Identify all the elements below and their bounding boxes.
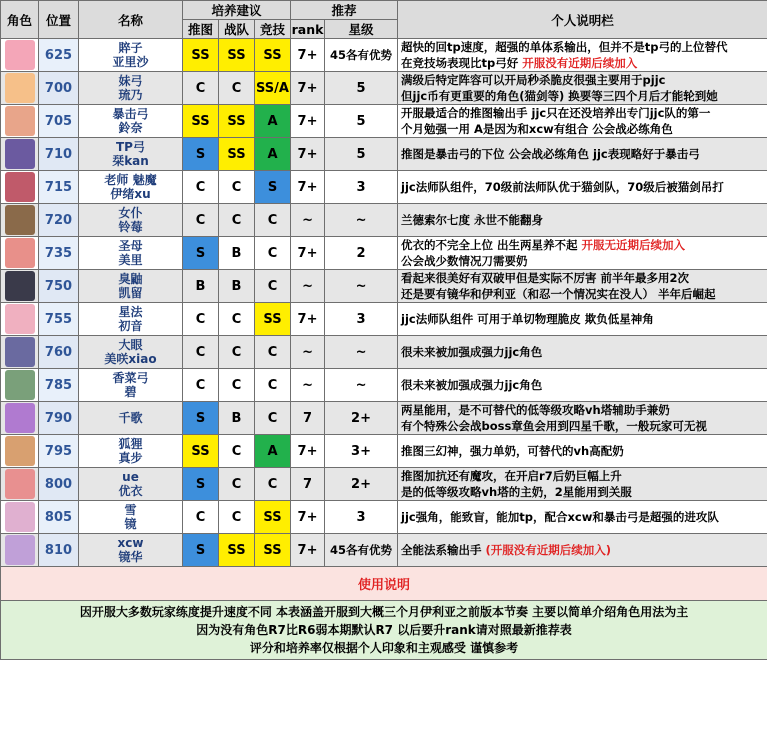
character-name: 栞kan (112, 154, 149, 168)
note-highlight: 开服无近期后续加入 (581, 238, 686, 252)
note-line-1: 优衣的不完全上位 出生两星养不起 (401, 238, 582, 252)
nickname: ue (122, 470, 139, 484)
position-cell: 715 (39, 171, 79, 204)
note-line-1: 满级后特定阵容可以开局秒杀脆皮很强主要用于pjjc (401, 73, 666, 87)
avatar (5, 502, 35, 532)
header-notes: 个人说明栏 (398, 1, 767, 39)
rank-cell: ~ (291, 204, 325, 237)
nickname: 星法 (118, 305, 143, 319)
header-role: 角色 (1, 1, 39, 39)
character-name: 美咲xiao (104, 352, 157, 366)
table-row (1, 204, 767, 237)
star-cell: ~ (325, 270, 398, 303)
header-arena: 竞技 (255, 20, 291, 39)
note-cell (398, 270, 767, 303)
arena-grade: A (255, 435, 291, 468)
clan-grade: C (219, 303, 255, 336)
note-line-2: 还是要有镜华和伊利亚（和忍一个情况实在没人） 半年后崛起 (401, 287, 716, 301)
header-rank: rank (291, 21, 324, 37)
character-name: 铃莓 (118, 220, 143, 234)
name-cell (79, 105, 183, 138)
avatar-cell (1, 105, 39, 138)
character-name: 琉乃 (118, 88, 143, 102)
star-cell: 5 (325, 138, 398, 171)
clan-grade: B (219, 402, 255, 435)
name-cell (79, 39, 183, 72)
note-cell (398, 39, 767, 72)
clan-grade: SS (219, 39, 255, 72)
table-row (1, 369, 767, 402)
push-grade: SS (183, 39, 219, 72)
push-grade: C (183, 501, 219, 534)
avatar-cell (1, 303, 39, 336)
table-row (1, 72, 767, 105)
position-cell: 625 (39, 39, 79, 72)
usage-notes (1, 601, 767, 660)
header-name: 名称 (79, 1, 183, 39)
position-cell: 750 (39, 270, 79, 303)
clan-grade: SS (219, 534, 255, 567)
table-row (1, 270, 767, 303)
nickname: 妹弓 (118, 74, 143, 88)
star-cell: 5 (325, 105, 398, 138)
position-cell: 705 (39, 105, 79, 138)
position-cell: 720 (39, 204, 79, 237)
note-cell (398, 336, 767, 369)
nickname: 臭鼬 (118, 272, 143, 286)
name-cell (79, 369, 183, 402)
nickname: 老师 魅魔 (104, 173, 157, 187)
avatar-cell (1, 501, 39, 534)
star-cell: 5 (325, 72, 398, 105)
table-row (1, 501, 767, 534)
character-name: 伊绪xu (110, 187, 151, 201)
avatar-cell (1, 534, 39, 567)
table-row (1, 336, 767, 369)
nickname: 千歌 (118, 411, 143, 425)
clan-grade: C (219, 369, 255, 402)
clan-grade: C (219, 501, 255, 534)
clan-grade: B (219, 237, 255, 270)
note-cell (398, 72, 767, 105)
nickname: TP弓 (116, 140, 145, 154)
avatar (5, 436, 35, 466)
push-grade: S (183, 237, 219, 270)
note-cell (398, 468, 767, 501)
usage-line-3: 评分和培养率仅根据个人印象和主观感受 谨慎参考 (249, 641, 519, 655)
push-grade: SS (183, 105, 219, 138)
clan-grade: SS (219, 105, 255, 138)
character-name: 凯留 (118, 286, 143, 300)
position-cell: 755 (39, 303, 79, 336)
note-line-1: 两星能用，是不可替代的低等级攻略vh塔辅助手兼奶 (401, 403, 670, 417)
note-line-2: 在竞技场表现比tp弓好 (401, 56, 523, 70)
avatar (5, 403, 35, 433)
name-cell (79, 204, 183, 237)
position-cell: 800 (39, 468, 79, 501)
character-name: 碧 (124, 385, 137, 399)
star-cell: 45各有优势 (325, 39, 398, 72)
name-cell (79, 435, 183, 468)
position-cell: 710 (39, 138, 79, 171)
character-name: 初音 (118, 319, 143, 333)
table-row (1, 402, 767, 435)
arena-grade: A (255, 138, 291, 171)
rank-cell: 7+ (291, 138, 325, 171)
push-grade: C (183, 336, 219, 369)
note-line-1: 看起来很美好有双破甲但是实际不厉害 前半年最多用2次 (401, 271, 690, 285)
avatar-cell (1, 402, 39, 435)
avatar (5, 73, 35, 103)
usage-line-1: 因开服大多数玩家练度提升速度不同 本表涵盖开服到大概三个月伊利亚之前版本节奏 主要以简单介绍角色用法为主 (79, 605, 689, 619)
star-cell: ~ (325, 336, 398, 369)
push-grade: C (183, 204, 219, 237)
table-row (1, 138, 767, 171)
note-line-2: 个月勉强一用 A是因为和xcw有组合 公会战必练角色 (401, 122, 673, 136)
avatar (5, 238, 35, 268)
nickname: 女仆 (118, 206, 143, 220)
table-row (1, 303, 767, 336)
character-name: 鈴奈 (118, 121, 143, 135)
character-name: 真步 (118, 451, 143, 465)
header-star: 星级 (325, 20, 398, 39)
name-cell (79, 501, 183, 534)
nickname: xcw (117, 536, 144, 550)
avatar (5, 40, 35, 70)
avatar-cell (1, 171, 39, 204)
note-cell (398, 435, 767, 468)
note-line-1: jjc法师队组件 可用于单切物理脆皮 欺负低星神角 (401, 312, 654, 326)
arena-grade: SS (255, 534, 291, 567)
position-cell: 805 (39, 501, 79, 534)
star-cell: 2 (325, 237, 398, 270)
arena-grade: SS (255, 39, 291, 72)
note-cell (398, 237, 767, 270)
position-cell: 735 (39, 237, 79, 270)
note-line-2: 是的低等级攻略vh塔的主奶，2星能用到关服 (401, 485, 632, 499)
usage-title: 使用说明 (1, 567, 767, 601)
star-cell: ~ (325, 369, 398, 402)
avatar (5, 139, 35, 169)
note-cell (398, 138, 767, 171)
note-line-1: 全能法系输出手 (401, 543, 486, 557)
push-grade: C (183, 171, 219, 204)
note-line-1: 推图是暴击弓的下位 公会战必练角色 jjc表现略好于暴击弓 (401, 147, 700, 161)
push-grade: S (183, 468, 219, 501)
arena-grade: C (255, 336, 291, 369)
avatar-cell (1, 237, 39, 270)
note-cell (398, 501, 767, 534)
rank-cell: 7+ (291, 435, 325, 468)
rank-cell: 7+ (291, 303, 325, 336)
header-recommend: 推荐 (291, 1, 398, 20)
avatar (5, 172, 35, 202)
rank-cell: 7+ (291, 534, 325, 567)
star-cell: 3+ (325, 435, 398, 468)
table-row (1, 468, 767, 501)
arena-grade: SS (255, 501, 291, 534)
character-name: 镜华 (118, 550, 143, 564)
note-line-1: 超快的回tp速度，超强的单体系输出，但并不是tp弓的上位替代 (401, 40, 728, 54)
character-name: 镜 (124, 517, 137, 531)
note-line-1: 开服最适合的推图输出手 jjc只在还没培养出专门jjc队的第一 (401, 106, 711, 120)
header-clan: 战队 (219, 20, 255, 39)
table-row (1, 435, 767, 468)
nickname: 香菜弓 (112, 371, 149, 385)
character-name: 优衣 (118, 484, 143, 498)
clan-grade: C (219, 171, 255, 204)
rank-cell: 7 (291, 402, 325, 435)
nickname: 暴击弓 (112, 107, 149, 121)
push-grade: SS (183, 435, 219, 468)
clan-grade: C (219, 336, 255, 369)
rank-cell: 7+ (291, 105, 325, 138)
push-grade: S (183, 138, 219, 171)
table-row (1, 105, 767, 138)
arena-grade: C (255, 270, 291, 303)
avatar (5, 469, 35, 499)
note-line-2: 有个特殊公会战boss章鱼会用到四星千歌，一般玩家可无视 (401, 419, 707, 433)
push-grade: C (183, 303, 219, 336)
clan-grade: SS (219, 138, 255, 171)
star-cell: 3 (325, 303, 398, 336)
note-highlight: (开服没有近期后续加入) (485, 543, 612, 557)
character-name: 美里 (118, 253, 143, 267)
avatar (5, 271, 35, 301)
nickname: 大眼 (118, 338, 143, 352)
header-push: 推图 (183, 20, 219, 39)
note-cell (398, 204, 767, 237)
avatar (5, 106, 35, 136)
arena-grade: C (255, 402, 291, 435)
note-cell (398, 171, 767, 204)
avatar-cell (1, 138, 39, 171)
avatar-cell (1, 369, 39, 402)
avatar-cell (1, 39, 39, 72)
note-line-2: 公会战少数情况刀需要奶 (401, 254, 528, 268)
rank-cell: ~ (291, 270, 325, 303)
clan-grade: C (219, 435, 255, 468)
arena-grade: C (255, 468, 291, 501)
table-row (1, 39, 767, 72)
table-row (1, 171, 767, 204)
avatar (5, 304, 35, 334)
name-cell (79, 171, 183, 204)
arena-grade: A (255, 105, 291, 138)
name-cell (79, 138, 183, 171)
star-cell: 2+ (325, 402, 398, 435)
header-position: 位置 (39, 1, 79, 39)
note-line-1: 兰德索尔七度 永世不能翻身 (401, 213, 544, 227)
note-line-1: 很未来被加强成强力jjc角色 (401, 345, 543, 359)
arena-grade: C (255, 237, 291, 270)
nickname: 雪 (124, 503, 137, 517)
clan-grade: C (219, 72, 255, 105)
push-grade: C (183, 72, 219, 105)
position-cell: 795 (39, 435, 79, 468)
avatar (5, 370, 35, 400)
avatar-cell (1, 204, 39, 237)
star-cell: 45各有优势 (325, 534, 398, 567)
name-cell (79, 468, 183, 501)
push-grade: B (183, 270, 219, 303)
table-row (1, 237, 767, 270)
rank-cell: 7+ (291, 39, 325, 72)
position-cell: 810 (39, 534, 79, 567)
position-cell: 760 (39, 336, 79, 369)
clan-grade: C (219, 468, 255, 501)
avatar (5, 535, 35, 565)
note-line-1: 推图三幻神，强力单奶，可替代的vh高配奶 (401, 444, 624, 458)
note-line-1: jjc强角，能致盲，能加tp，配合xcw和暴击弓是超强的进攻队 (401, 510, 719, 524)
nickname: 狐狸 (118, 437, 143, 451)
name-cell (79, 534, 183, 567)
character-name: 亚里沙 (112, 55, 149, 69)
note-line-1: 推图加抗还有魔攻，在开启r7后奶巨幅上升 (401, 469, 622, 483)
position-cell: 790 (39, 402, 79, 435)
rank-cell: ~ (291, 336, 325, 369)
star-cell: ~ (325, 204, 398, 237)
rank-cell: 7+ (291, 72, 325, 105)
avatar (5, 337, 35, 367)
note-line-2: 但jjc币有更重要的角色(猫剑等) 换要等三四个月后才能轮到她 (401, 89, 718, 103)
avatar-cell (1, 72, 39, 105)
rank-cell: 7+ (291, 171, 325, 204)
position-cell: 700 (39, 72, 79, 105)
arena-grade: S (255, 171, 291, 204)
nickname: 賥子 (118, 41, 143, 55)
header-build-advice: 培养建议 (183, 1, 291, 20)
push-grade: C (183, 369, 219, 402)
rank-cell: 7 (291, 468, 325, 501)
usage-line-2: 因为没有角色R7比R6弱本期默认R7 以后要升rank请对照最新推荐表 (196, 623, 572, 637)
note-line-1: 很未来被加强成强力jjc角色 (401, 378, 543, 392)
avatar (5, 205, 35, 235)
avatar-cell (1, 270, 39, 303)
arena-grade: C (255, 369, 291, 402)
note-line-1: jjc法师队组件，70级前法师队优于猫剑队，70级后被猫剑吊打 (401, 180, 724, 194)
arena-grade: SS (255, 303, 291, 336)
arena-grade: C (255, 204, 291, 237)
star-cell: 3 (325, 501, 398, 534)
note-cell (398, 534, 767, 567)
note-cell (398, 402, 767, 435)
clan-grade: B (219, 270, 255, 303)
push-grade: S (183, 534, 219, 567)
note-cell (398, 303, 767, 336)
avatar-cell (1, 336, 39, 369)
rank-cell: ~ (291, 369, 325, 402)
name-cell (79, 237, 183, 270)
note-cell (398, 369, 767, 402)
clan-grade: C (219, 204, 255, 237)
rank-cell: 7+ (291, 501, 325, 534)
table-row (1, 534, 767, 567)
avatar-cell (1, 468, 39, 501)
arena-grade: SS/A (255, 72, 291, 105)
note-highlight: 开服没有近期后续加入 (522, 56, 638, 70)
note-cell (398, 105, 767, 138)
star-cell: 2+ (325, 468, 398, 501)
name-cell (79, 303, 183, 336)
star-cell: 3 (325, 171, 398, 204)
nickname: 圣母 (118, 239, 143, 253)
name-cell (79, 402, 183, 435)
avatar-cell (1, 435, 39, 468)
rank-cell: 7+ (291, 237, 325, 270)
push-grade: S (183, 402, 219, 435)
position-cell: 785 (39, 369, 79, 402)
name-cell (79, 336, 183, 369)
name-cell (79, 270, 183, 303)
name-cell (79, 72, 183, 105)
